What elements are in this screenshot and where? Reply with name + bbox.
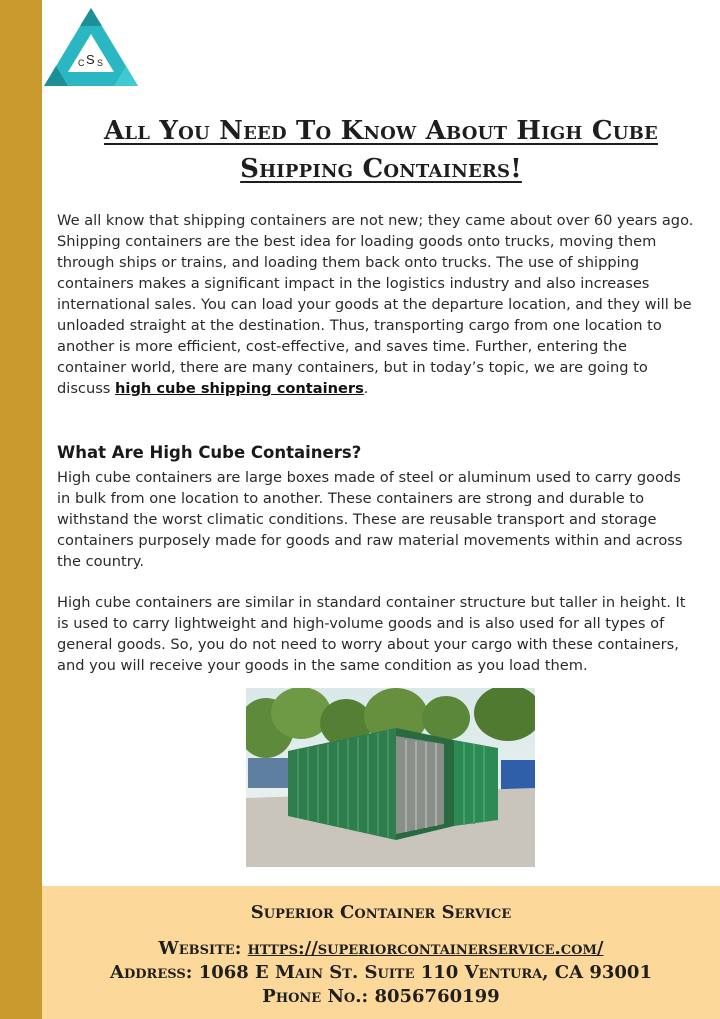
logo-letter-c: C [78,58,85,68]
website-label: Website: [158,938,242,959]
website-line [42,938,720,959]
gold-sidebar [0,0,42,1019]
address-label: Address: [110,962,193,983]
intro-text: We all know that shipping containers are not new; they came about over 60 years ago. Shipping containers are the best idea for loading goods onto trucks, moving them through ships or trains, and loading them back onto trucks. The use of shipping containers makes a significant impact in the logistics industry and also increases international sales. You can load your goods at the departure location, and they will be unloaded straight at the destination. Thus, transporting cargo from one location to another is more efficient, cost-effective, and saves time. Further, entering the container world, there are many containers, but in today’s topic, we are going to discuss [57,212,694,397]
high-cube-link[interactable]: high cube shipping containers [115,380,364,397]
website-link[interactable]: https://superiorcontainerservice.com/ [247,938,604,959]
phone-line [42,986,720,1007]
logo-letter-s-small: S [97,58,104,68]
company-name: Superior Container Service [250,902,512,923]
section-paragraph-1: High cube containers are large boxes made of steel or aluminum used to carry goods in bulk from one location to another. These containers are strong and durable to withstand the worst climatic conditions. These are reusable transport and storage containers purposely made for goods and raw material movements within and across the country. [57,469,683,570]
phone-label: Phone No.: [262,986,369,1007]
intro-period: . [363,380,369,397]
address-value: 1068 E Main St. Suite 110 Ventura, CA 93001 [198,962,652,983]
footer-contact-panel [42,886,720,1019]
intro-paragraph [57,210,697,399]
css-logo[interactable] [42,6,140,94]
page-title: All You Need To Know About High Cube Shipping Containers! [104,116,658,184]
phone-value: 8056760199 [374,986,500,1007]
address-line [42,962,720,983]
section-paragraph-2: High cube containers are similar in standard container structure but taller in height. It is used to carry lightweight and high-volume goods and is also used for all types of general goods. So, you do not need to worry about your cargo with these containers, and you will receive your goods in the same condition as you load them. [57,594,686,674]
section-heading: What Are High Cube Containers? [57,443,362,462]
container-photo [246,688,535,867]
logo-letter-s: S [86,52,95,67]
